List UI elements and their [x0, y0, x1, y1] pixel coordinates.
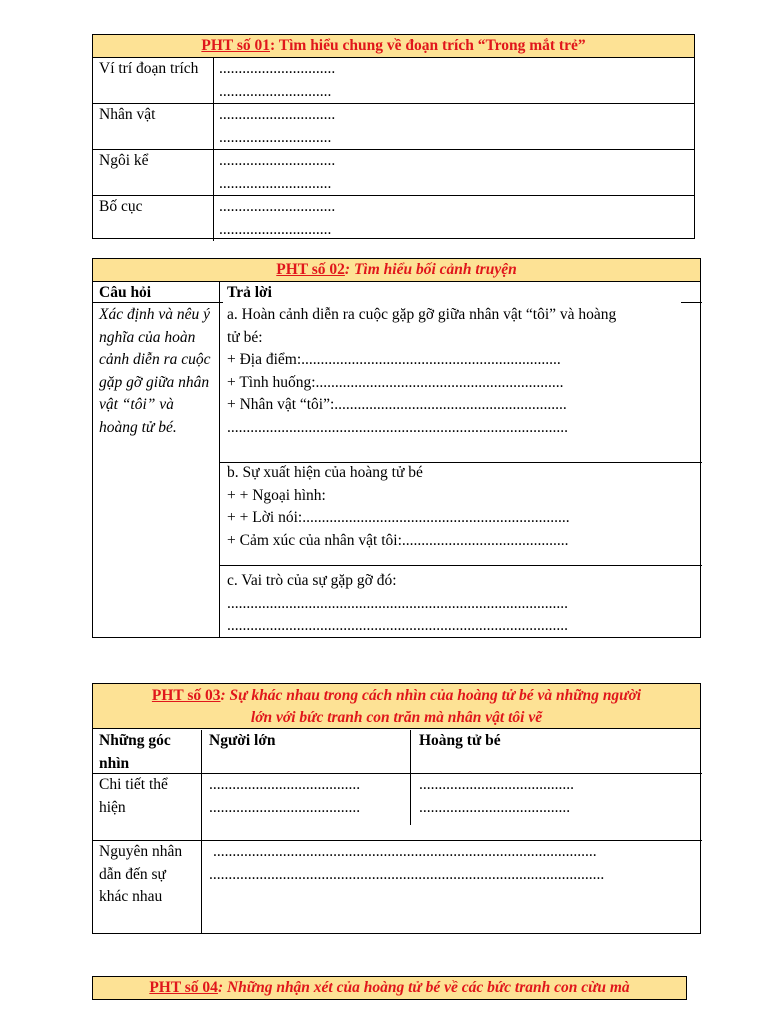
pht1-row — [93, 58, 694, 104]
pht3-col-viewpoints: Những góc nhìn — [99, 732, 171, 772]
answer-line: tử bé: — [227, 328, 263, 346]
answer-line: ............................. — [219, 82, 332, 100]
pht2-col-answer: Trả lời — [227, 284, 272, 301]
answer-line: ........................................................................................ — [227, 418, 568, 436]
pht3-col-adults: Người lớn — [209, 732, 276, 749]
pht3-row-reason-answer — [209, 841, 604, 933]
answer-line: + + Lời nói:..................................................................... — [227, 509, 570, 526]
pht3-title-line2: lớn với bức tranh con trăn mà nhân vật tôi vẽ — [250, 709, 543, 726]
pht1-row-answer — [219, 58, 335, 103]
pht3-title-line1: : Sự khác nhau trong cách nhìn của hoàng tử bé và những người — [220, 687, 642, 704]
pht1-row — [93, 104, 694, 150]
pht2-body — [93, 282, 700, 637]
pht4-title-text: : Những nhận xét của hoàng tử bé về các bức tranh con cừu mà — [217, 979, 630, 996]
answer-line: + Nhân vật “tôi”:............................................................ — [227, 396, 567, 413]
pht1-row-label: Nhân vật — [99, 106, 156, 123]
answer-line: .............................. — [219, 106, 336, 123]
pht1-row-answer — [219, 196, 335, 241]
pht1-header — [93, 35, 694, 58]
answer-line: ............................. — [219, 128, 332, 146]
answer-line: .............................. — [219, 60, 336, 77]
answer-line: .............................. — [219, 152, 336, 169]
pht1-row-label: Ví trí đoạn trích — [99, 60, 199, 77]
answer-line: ........................................................................................ — [227, 617, 568, 634]
pht3-row-details-label: Chi tiết thể hiện — [99, 776, 168, 816]
pht1-title-text: : Tìm hiểu chung về đoạn trích “Trong mắt trẻ” — [270, 37, 586, 54]
pht3-title-number: PHT số 03 — [151, 687, 221, 704]
answer-line: ............................. — [219, 174, 332, 192]
pht1-row-answer — [219, 150, 335, 195]
pht1-row-label: Ngôi kể — [99, 152, 149, 169]
pht4-title-number: PHT số 04 — [149, 979, 218, 996]
pht2-title-number: PHT số 02 — [276, 261, 345, 278]
pht1-row — [93, 196, 694, 241]
answer-line: + + Ngoại hình: — [227, 486, 326, 504]
answer-line: + Cảm xúc của nhân vật tôi:........................................... — [227, 531, 569, 549]
pht2-answer-c — [227, 570, 568, 637]
answer-line: .............................. — [219, 198, 336, 215]
pht2-table — [92, 258, 701, 638]
pht1-table — [92, 34, 695, 239]
answer-line: ...................................................................................................... — [209, 865, 605, 883]
answer-line: ....................................... — [209, 798, 361, 816]
pht1-row-label: Bố cục — [99, 198, 143, 215]
answer-line: ........................................ — [419, 776, 574, 793]
pht2-col-question: Câu hỏi — [99, 284, 152, 301]
answer-line: + Tình huống:................................................................ — [227, 373, 564, 391]
pht3-table — [92, 683, 701, 934]
answer-line: b. Sự xuất hiện của hoàng tử bé — [227, 464, 423, 481]
pht4-table — [92, 976, 687, 1000]
answer-line: ........................................................................................ — [227, 594, 568, 612]
answer-line: + Địa điểm:................................................................... — [227, 351, 561, 368]
answer-line: ............................. — [219, 220, 332, 238]
pht1-title-number: PHT số 01 — [201, 37, 270, 54]
pht1-row-answer — [219, 104, 335, 149]
answer-line: c. Vai trò của sự gặp gỡ đó: — [227, 572, 397, 589]
answer-line: ................................................................................................... — [213, 843, 597, 860]
pht2-header — [93, 259, 700, 282]
pht1-row — [93, 150, 694, 196]
answer-line: a. Hoàn cảnh diễn ra cuộc gặp gỡ giữa nhân vật “tôi” và hoàng — [227, 306, 617, 323]
answer-line: ....................................... — [209, 776, 361, 793]
pht2-title-text: : Tìm hiểu bối cảnh truyện — [344, 261, 517, 278]
pht3-header — [93, 684, 700, 729]
pht3-row-reason-label: Nguyên nhân dẫn đến sự khác nhau — [99, 843, 183, 905]
pht3-body — [93, 730, 700, 933]
pht2-question: Xác định và nêu ý nghĩa của hoàn cảnh diễn ra cuộc gặp gỡ giữa nhân vật “tôi” và hoàng tử bé. — [99, 306, 211, 436]
answer-line: ....................................... — [419, 798, 571, 816]
pht4-header — [93, 977, 686, 999]
pht3-col-prince: Hoàng tử bé — [419, 732, 501, 749]
